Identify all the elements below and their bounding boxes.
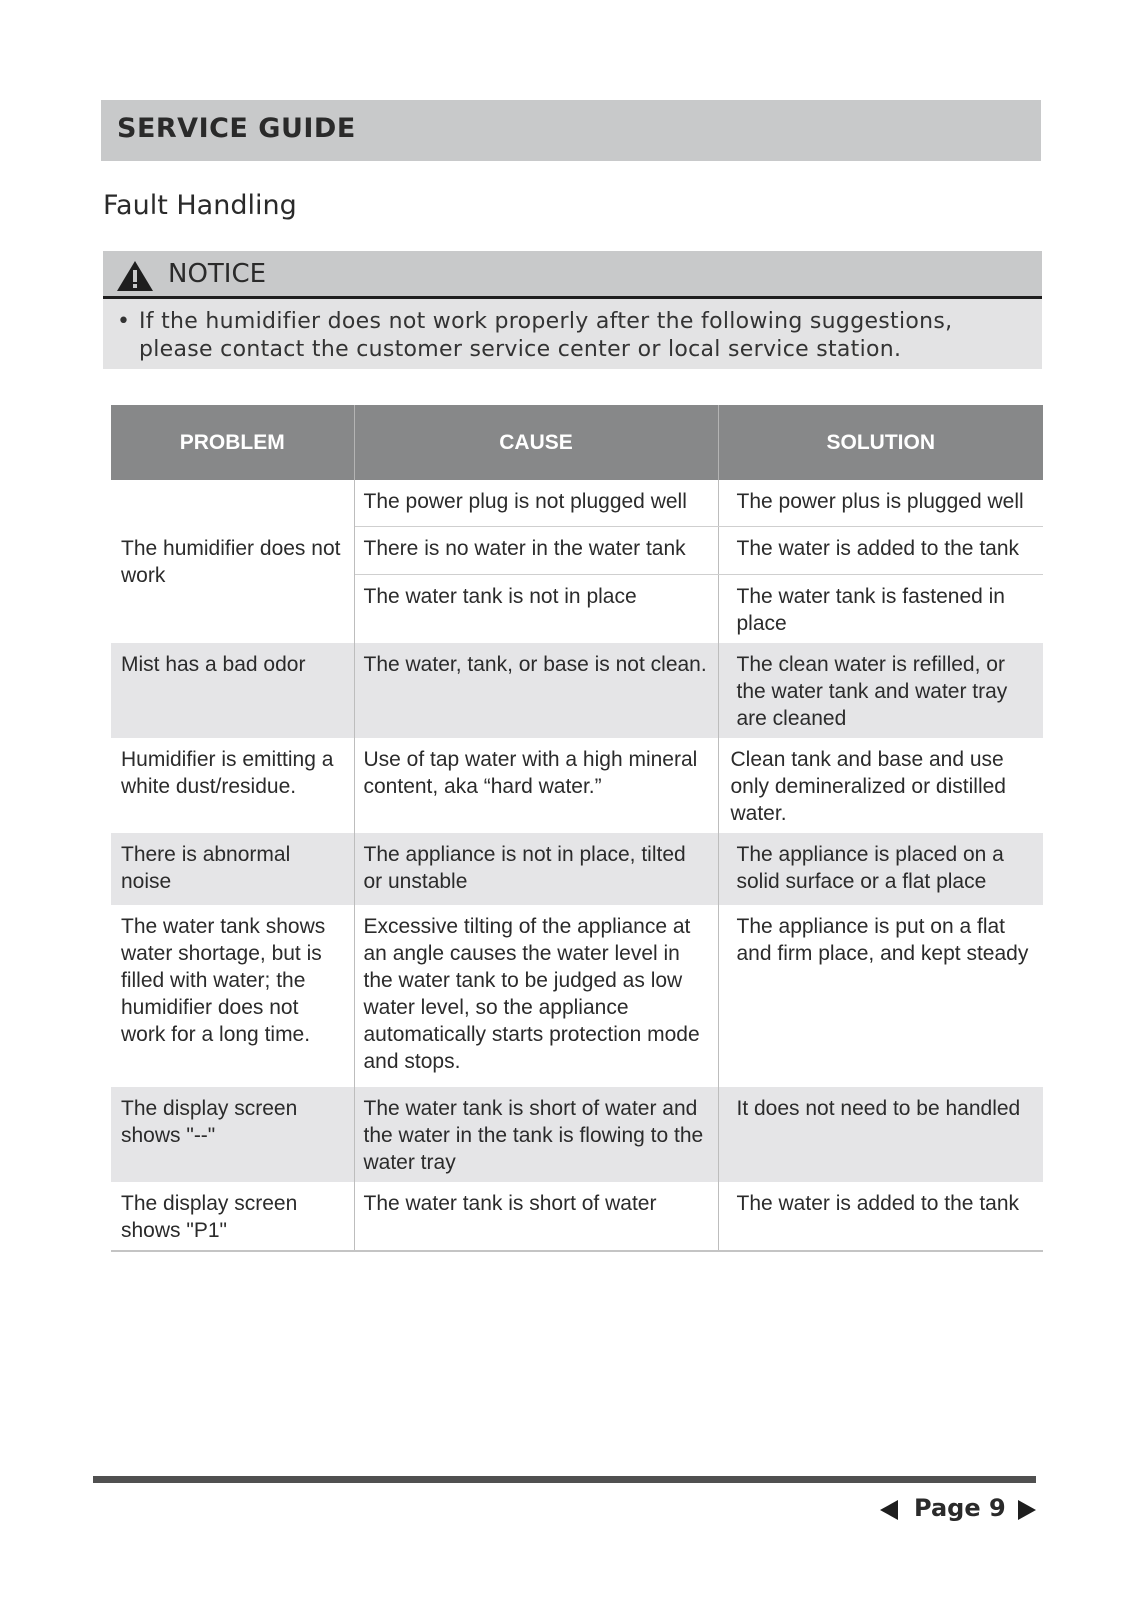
column-header-cause: CAUSE [354, 405, 718, 480]
problem-cell: There is abnormal noise [111, 833, 354, 905]
solution-cell: The water tank is fastened in place [736, 584, 1005, 635]
service-guide-header [101, 100, 1041, 161]
cause-cell: The water tank is short of water and the water in the tank is flowing to the water tray [354, 1087, 718, 1182]
problem-cell: The humidifier does not work [111, 480, 354, 643]
cause-cell: The appliance is not in place, tilted or unstable [354, 833, 718, 905]
solution-cell: The appliance is put on a flat and firm place, and kept steady [736, 914, 1029, 965]
column-header-problem: PROBLEM [111, 405, 354, 480]
cause-cell: The water tank is short of water [354, 1182, 718, 1251]
table-row [111, 643, 1043, 738]
table-row [111, 480, 1043, 526]
problem-cell: Mist has a bad odor [111, 643, 354, 738]
table-row [111, 833, 1043, 905]
notice-text [117, 308, 997, 364]
table-row [111, 905, 1043, 1087]
problem-cell: The display screen shows "P1" [111, 1182, 354, 1251]
notice-box [103, 251, 1042, 369]
notice-header [103, 251, 1042, 299]
page-title: SERVICE GUIDE [117, 113, 356, 144]
problem-cell: The water tank shows water shortage, but is filled with water; the humidifier does not work for a long time. [111, 905, 354, 1087]
notice-label: NOTICE [168, 259, 267, 289]
notice-body: If the humidifier does not work properly after the following suggestions, please contact the customer service center or local service station. [139, 309, 953, 362]
triangle-right-icon[interactable] [1018, 1500, 1036, 1520]
fault-handling-table [111, 405, 1043, 1252]
solution-cell: The water is added to the tank [718, 1182, 1043, 1251]
cause-cell: The power plug is not plugged well [354, 480, 718, 526]
table-row [111, 738, 1043, 833]
solution-cell: The clean water is refilled, or the water tank and water tray are cleaned [718, 643, 1043, 738]
notice-bullet: • [117, 309, 131, 334]
table-header-row [111, 405, 1043, 480]
problem-cell: Humidifier is emitting a white dust/residue. [111, 738, 354, 833]
warning-triangle-icon [115, 259, 155, 293]
solution-cell: It does not need to be handled [718, 1087, 1043, 1182]
problem-cell: The display screen shows "--" [111, 1087, 354, 1182]
cause-cell: The water tank is not in place [354, 574, 718, 643]
table-row [111, 1087, 1043, 1182]
cause-cell: The water, tank, or base is not clean. [354, 643, 718, 738]
solution-cell: The water is added to the tank [718, 526, 1043, 574]
cause-cell: Excessive tilting of the appliance at an angle causes the water level in the water tank to be judged as low water level, so the appliance automatically starts protection mode and stops. [354, 905, 718, 1087]
solution-cell: The power plus is plugged well [718, 480, 1043, 526]
solution-cell: The appliance is placed on a solid surface or a flat place [718, 833, 1043, 905]
cause-cell: Use of tap water with a high mineral content, aka “hard water.” [354, 738, 718, 833]
cause-cell: There is no water in the water tank [354, 526, 718, 574]
page-number: Page 9 [914, 1494, 1006, 1522]
triangle-left-icon[interactable] [880, 1500, 898, 1520]
footer-rule [93, 1476, 1036, 1483]
solution-cell: Clean tank and base and use only demineralized or distilled water. [730, 747, 1006, 825]
column-header-solution: SOLUTION [718, 405, 1043, 480]
table-row [111, 1182, 1043, 1251]
section-title: Fault Handling [103, 190, 297, 221]
